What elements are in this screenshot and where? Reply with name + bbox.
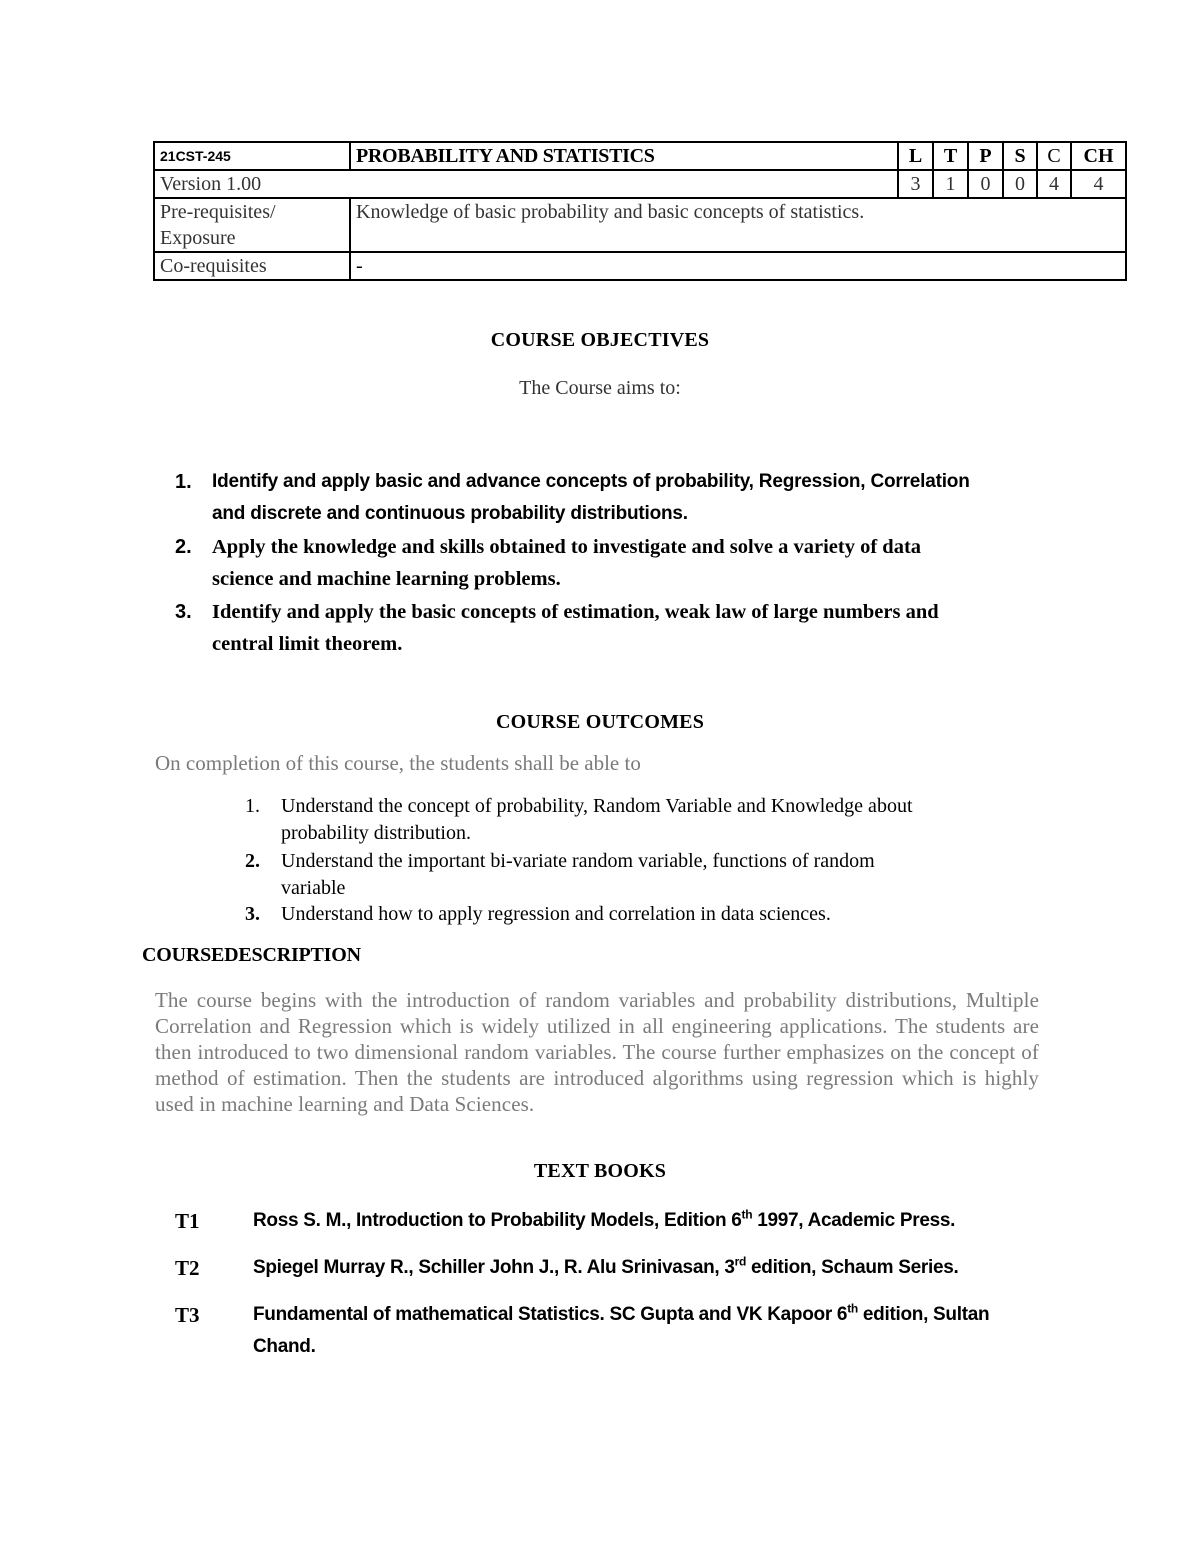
value-l: 3 xyxy=(898,170,933,198)
description-heading: COURSEDESCRIPTION xyxy=(142,944,361,966)
outcome-line: Understand how to apply regression and correlation in data sciences. xyxy=(281,903,831,925)
table-row-corequisites xyxy=(154,252,1126,280)
outcome-line: probability distribution. xyxy=(281,822,471,844)
objective-line: and discrete and continuous probability distributions. xyxy=(212,503,688,524)
objective-line: Identify and apply the basic concepts of estimation, weak law of large numbers and xyxy=(212,601,939,623)
textbook-label: T1 xyxy=(175,1209,200,1233)
objective-number: 2. xyxy=(175,536,192,558)
corequisites-value: - xyxy=(350,252,1126,280)
textbook-citation: Spiegel Murray R., Schiller John J., R. Alu Srinivasan, 3rd edition, Schaum Series. xyxy=(253,1254,959,1278)
corequisites-label: Co-requisites xyxy=(154,252,350,280)
outcome-number: 2. xyxy=(245,850,260,872)
table-row-header xyxy=(154,142,1126,170)
objective-number: 1. xyxy=(175,471,192,493)
outcome-line: Understand the important bi-variate random variable, functions of random xyxy=(281,850,875,872)
header-c: C xyxy=(1037,142,1071,170)
header-l: L xyxy=(898,142,933,170)
objectives-heading: COURSE OBJECTIVES xyxy=(490,329,710,351)
textbook-label: T3 xyxy=(175,1303,200,1327)
outcomes-heading: COURSE OUTCOMES xyxy=(495,711,705,733)
header-s: S xyxy=(1003,142,1037,170)
course-code: 21CST-245 xyxy=(154,142,350,170)
header-t: T xyxy=(933,142,968,170)
prerequisites-label-line1: Pre-requisites/ xyxy=(160,201,276,223)
description-text: The course begins with the introduction of random variables and probability distributions, Multiple Correlation and Regression which is widely utilized in all engineering applications. The students are then introduced to two dimensional random variables. The course further emphasizes on the concept of method of estimation. Then the students are introduced algorithms using regression which is highly used in machine learning and Data Sciences. xyxy=(155,988,1039,1116)
outcome-number: 1. xyxy=(245,795,260,817)
value-t: 1 xyxy=(933,170,968,198)
objective-line: science and machine learning problems. xyxy=(212,568,561,590)
course-info-table xyxy=(153,141,1127,281)
prerequisites-value: Knowledge of basic probability and basic concepts of statistics. xyxy=(350,198,1126,252)
textbooks-heading: TEXT BOOKS xyxy=(533,1160,667,1182)
outcome-line: Understand the concept of probability, Random Variable and Knowledge about xyxy=(281,795,913,817)
table-row-version xyxy=(154,170,1126,198)
header-p: P xyxy=(968,142,1003,170)
objective-line: Identify and apply basic and advance concepts of probability, Regression, Correlation xyxy=(212,471,970,492)
value-c: 4 xyxy=(1037,170,1071,198)
header-ch: CH xyxy=(1071,142,1126,170)
objective-number: 3. xyxy=(175,601,192,623)
outcome-number: 3. xyxy=(245,903,260,925)
objective-line: Apply the knowledge and skills obtained to investigate and solve a variety of data xyxy=(212,536,922,558)
course-title: PROBABILITY AND STATISTICS xyxy=(350,142,898,170)
prerequisites-label-line2: Exposure xyxy=(160,227,236,249)
version-label: Version 1.00 xyxy=(154,170,898,198)
objective-line: central limit theorem. xyxy=(212,633,403,655)
value-s: 0 xyxy=(1003,170,1037,198)
outcome-line: variable xyxy=(281,877,346,899)
table-row-prerequisites xyxy=(154,198,1126,252)
value-ch: 4 xyxy=(1071,170,1126,198)
outcomes-intro: On completion of this course, the students shall be able to xyxy=(155,751,641,775)
value-p: 0 xyxy=(968,170,1003,198)
prerequisites-label xyxy=(154,198,350,252)
textbook-citation: Ross S. M., Introduction to Probability Models, Edition 6th 1997, Academic Press. xyxy=(253,1207,956,1231)
textbook-label: T2 xyxy=(175,1256,200,1280)
textbook-citation: Fundamental of mathematical Statistics. SC Gupta and VK Kapoor 6th edition, Sultan Chand. xyxy=(253,1301,990,1357)
objectives-aims: The Course aims to: xyxy=(519,377,681,399)
